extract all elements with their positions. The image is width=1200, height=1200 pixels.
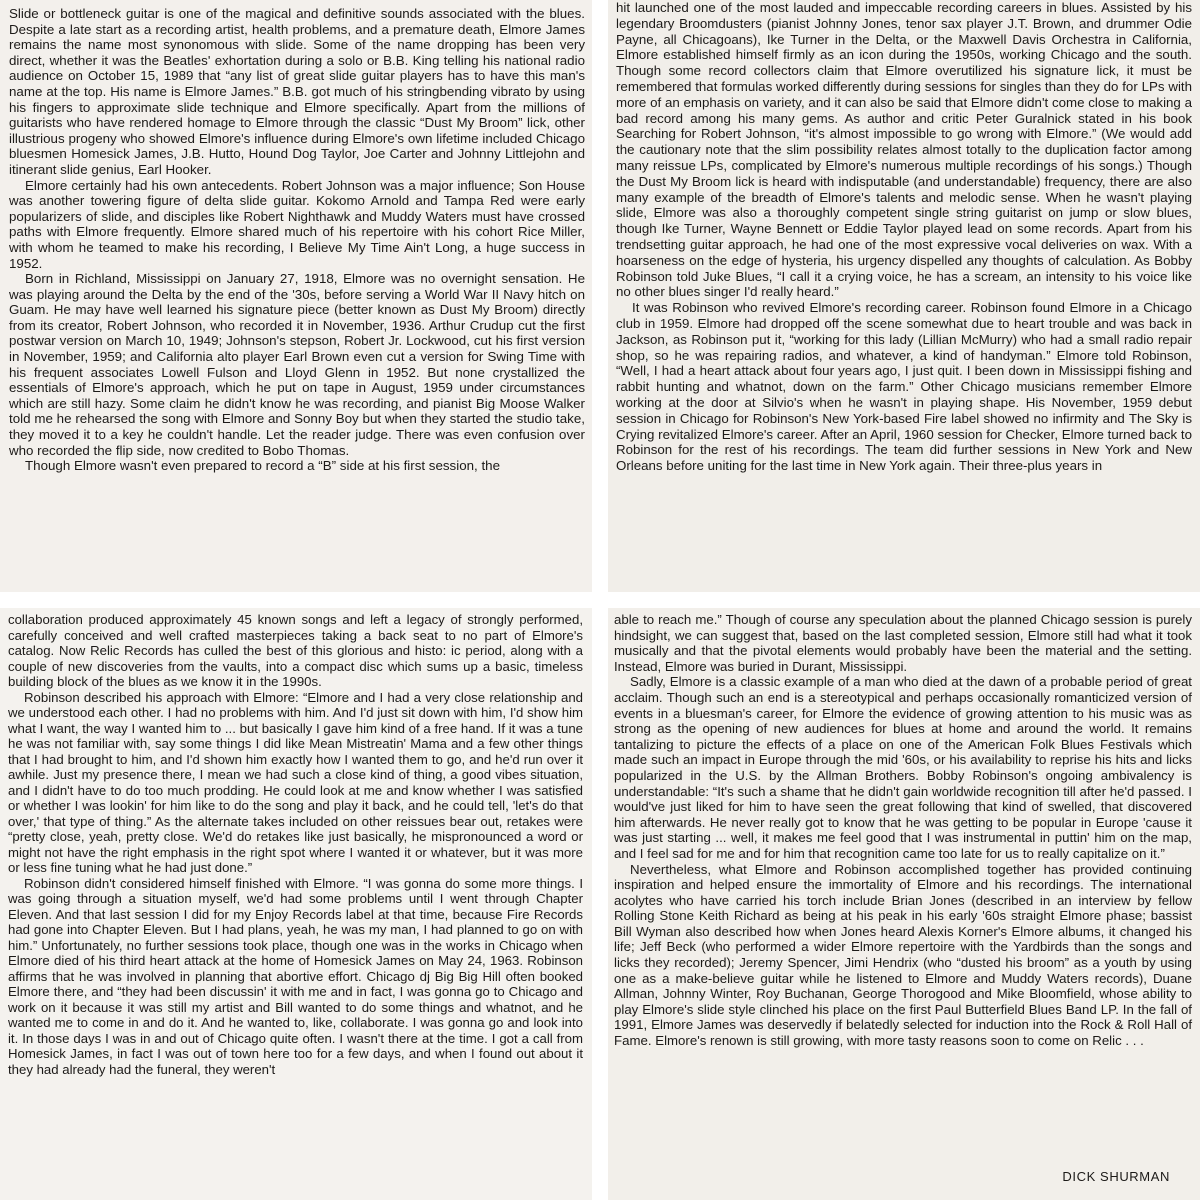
- paragraph: Robinson didn't considered himself finished with Elmore. “I was gonna do some more things. I was going through a situation myself, we'd had some problems until I went through Chapter Eleven. And that last session I did for my Enjoy Records label at that time, because Fire Records had gone into Chapter Eleven. But I had plans, yeah, he was my man, I had planned to go on with him.” Unfortunately, no further sessions took place, though one was in the works in Chicago when Elmore died of his third heart attack at the home of Homesick James on May 24, 1963. Robinson affirms that he was involved in planning that abortive effort. Chicago dj Big Big Hill often booked Elmore there, and “they had been discussin' it with me and in fact, I was gonna go to Chicago and work on it because it was still my artist and Bill wanted to do some things and whatnot, and he wanted me to come in and do it. And he wanted to, like, collaborate. I was gonna go and look into it. In those days I was in and out of Chicago quite often. I wasn't there at the time. I got a call from Homesick James, in fact I was out of town here too for a few days, and when I found out about it they had already had the funeral, they weren't: [8, 875, 583, 1077]
- paragraph: able to reach me.” Though of course any speculation about the planned Chicago session is purely hindsight, we can suggest that, based on the last completed session, Elmore still had what it took musically and that the pivotal elements would probably have been the material and the setting. Instead, Elmore was buried in Durant, Mississippi.: [614, 612, 1192, 674]
- paragraph: Sadly, Elmore is a classic example of a man who died at the dawn of a probable period of great acclaim. Though such an end is a stereotypical and perhaps occasionally romanticized version of events in a bluesman's career, for Elmore the evidence of growing attention to his music was as strong as the opening of new audiences for blues at home and around the world. It remains tantalizing to picture the effects of a place on one of the American Folk Blues Festivals which made such an impact in Europe through the mid '60s, or his availability to reprise his hits and licks popularized in the U.S. by the Allman Brothers. Bobby Robinson's ongoing ambivalency is understandable: “It's such a shame that he didn't gain worldwide recognition till after he'd passed. I would've just liked for him to have seen the great following that kind of swelled, that discovered him afterwards. He never really got to know that he was getting to be popular in Europe 'cause it was just starting ... well, it makes me feel good that I was instrumental in puttin' him on the map, and I feel sad for me and for him that recognition came too late for us to really capitalize on it.”: [614, 674, 1192, 861]
- paragraph: Elmore certainly had his own antecedents. Robert Johnson was a major influence; Son House was another towering figure of delta slide guitar. Kokomo Arnold and Tampa Red were early popularizers of slide, and disciples like Robert Nighthawk and Muddy Waters must have crossed paths with Elmore frequently. Elmore shared much of his repertoire with his cohort Rice Miller, with whom he teamed to make his recording, I Believe My Time Ain't Long, a huge success in 1952.: [9, 177, 585, 271]
- paragraph: Born in Richland, Mississippi on January 27, 1918, Elmore was no overnight sensation. He was playing around the Delta by the end of the '30s, before serving a World War II Navy hitch on Guam. He may have well learned his signature piece (better known as Dust My Broom) directly from its creator, Robert Johnson, who recorded it in November, 1936. Arthur Crudup cut the first postwar version on March 10, 1949; Johnson's stepson, Robert Jr. Lockwood, cut his first version in November, 1959; and California alto player Earl Brown even cut a version for Swing Time with his frequent associates Lowell Fulson and Lloyd Glenn in 1952. But none crystallized the essentials of Elmore's approach, which he put on tape in August, 1959 under circumstances which are still hazy. Some claim he didn't know he was recording, and pianist Big Moose Walker told me he rehearsed the song with Elmore and Sonny Boy but when they started the studio take, they moved it to a key he couldn't handle. Let the reader judge. There was even confusion over who recorded the flip side, now credited to Bobo Thomas.: [9, 271, 585, 458]
- page-panel-top-right: [608, 0, 1200, 592]
- paragraph: Slide or bottleneck guitar is one of the magical and definitive sounds associated with the blues. Despite a late start as a recording artist, health problems, and a premature death, Elmore James remains the name most synonomous with slide. Some of the name dropping has been very direct, whether it was the Beatles' exhortation during a solo or B.B. King telling his national radio audience on October 15, 1989 that “any list of great slide guitar players has to have this man's name at the top. His name is Elmore James.” B.B. got much of his stringbending vibrato by using his fingers to approximate slide technique and Elmore specifically. Apart from the millions of guitarists who have rendered homage to Elmore through the classic “Dust My Broom” lick, other illustrious progeny who showed Elmore's influence during Elmore's own lifetime included Chicago bluesmen Homesick James, J.B. Hutto, Hound Dog Taylor, Joe Carter and Johnny Littlejohn and itinerant slide genius, Earl Hooker.: [9, 6, 585, 177]
- paragraph: Though Elmore wasn't even prepared to record a “B” side at his first session, the: [25, 458, 500, 474]
- author-signature: DICK SHURMAN: [1062, 1169, 1170, 1184]
- page-panel-bottom-right: [608, 608, 1200, 1200]
- paragraph: It was Robinson who revived Elmore's recording career. Robinson found Elmore in a Chicago club in 1959. Elmore had dropped off the scene somewhat due to heart trouble and was back in Jackson, as Robinson put it, “working for this lady (Lillian McMurry) who had a small radio repair shop, so he was repairing radios, and whatever, a kind of handyman.” Elmore told Robinson, “Well, I had a heart attack about four years ago, I just quit. I been down in Mississippi fishing and rabbit hunting and whatnot, down on the farm.” Other Chicago musicians remember Elmore working at the door at Silvio's when he wasn't in playing shape. His November, 1959 debut session in Chicago for Robinson's New York-based Fire label showed no infirmity and The Sky is Crying revitalized Elmore's career. After an April, 1960 session for Checker, Elmore turned back to Robinson for the rest of his recordings. The team did further sessions in New York and New Orleans before uniting for the last time in New York again. Their three-plus years in: [616, 300, 1192, 474]
- paragraph: Nevertheless, what Elmore and Robinson accomplished together has provided continuing inspiration and helped ensure the immortality of Elmore and his recordings. The international acolytes who have carried his torch include Brian Jones (described in an interview by fellow Rolling Stone Keith Richard as being at his peak in his early '60s straight Elmore phase; bassist Bill Wyman also described how when Jones heard Alexis Korner's Elmore albums, it changed his life; Jeff Beck (who performed a wider Elmore repertoire with the Yardbirds than the songs and licks they recorded); Jeremy Spencer, Jimi Hendrix (who “dusted his broom” as a youth by using one as a make-believe guitar while he listened to Elmore and Muddy Waters records), Duane Allman, Johnny Winter, Roy Buchanan, George Thorogood and Mike Bloomfield, whose ability to play Elmore's slide style clinched his place on the first Paul Butterfield Blues Band LP. In the fall of 1991, Elmore James was deservedly if belatedly selected for induction into the Rock & Roll Hall of Fame. Elmore's renown is still growing, with more tasty reasons soon to come on Relic . . .: [614, 861, 1192, 1049]
- page-panel-top-left: [0, 0, 592, 592]
- paragraph: Robinson described his approach with Elmore: “Elmore and I had a very close relationship and we understood each other. I had no problems with him. And I'd just sit down with him, I'd show him what I want, the way I wanted him to ... but basically I gave him kind of a free hand. If it was a tune he was not familiar with, say some things I did like Mean Mistreatin' Mama and a few other things that I had brought to him, and I'd shown him exactly how I wanted them to go, and he'd run over it awhile. Just my presence there, I mean we had such a close kind of thing, a good vibes situation, and I didn't have to do too much prodding. He could look at me and know whether I was satisfied or whether I was lookin' for him like to do the song and play it back, and he could tell, 'let's do that over,' that type of thing.” As the alternate takes included on other reissues bear out, retakes were “pretty close, yeah, pretty close. We'd do retakes like just basically, he mispronounced a word or might not have the right emphasis in the right spot where I wanted it or whatever, but it was more or less fine tuning what he had just done.”: [8, 689, 583, 875]
- paragraph: collaboration produced approximately 45 known songs and left a legacy of strongly performed, carefully conceived and well crafted masterpieces taking a back seat to no part of Elmore's catalog. Now Relic Records has culled the best of this glorious and histo: ic period, along with a couple of new discoveries from the vaults, into a compact disc which sums up a basic, timeless building block of the blues as we know it in the 1990s.: [8, 612, 583, 689]
- page-panel-bottom-left: [0, 608, 592, 1200]
- paragraph: hit launched one of the most lauded and impeccable recording careers in blues. Assisted by his legendary Broomdusters (pianist Johnny Jones, tenor sax player J.T. Brown, and drummer Odie Payne, all Chicagoans), Ike Turner in the Delta, or the Maxwell Davis Orchestra in California, Elmore established himself firmly as an icon during the 1950s, working Chicago and the south. Though some record collectors claim that Elmore overutilized his signature lick, it must be remembered that formulas worked differently during sessions for singles than they do for LPs with more of an emphasis on variety, and it can also be said that Elmore didn't come close to making a bad record among his many gems. As author and critic Peter Guralnick stated in his book Searching for Robert Johnson, “it's almost impossible to go wrong with Elmore.” (We would add the cautionary note that the slim possibility relates almost totally to the duplication factor among many reissue LPs, complicated by Elmore's numerous multiple recordings of his songs.) Though the Dust My Broom lick is heard with indisputable (and understandable) frequency, there are also many example of the breadth of Elmore's talents and melodic sense. When he wasn't playing slide, Elmore was also a thoroughly competent single string guitarist on jump or slow blues, though Ike Turner, Wayne Bennett or Eddie Taylor played lead on some records. Apart from his trendsetting guitar approach, he had one of the most expressive vocal deliveries on wax. With a hoarseness on the edge of hysteria, his urgency dispelled any thoughts of calculation. As Bobby Robinson told Juke Blues, “I call it a crying voice, he has a scream, an intensity to his voice like no other blues singer I'd really heard.”: [616, 0, 1192, 300]
